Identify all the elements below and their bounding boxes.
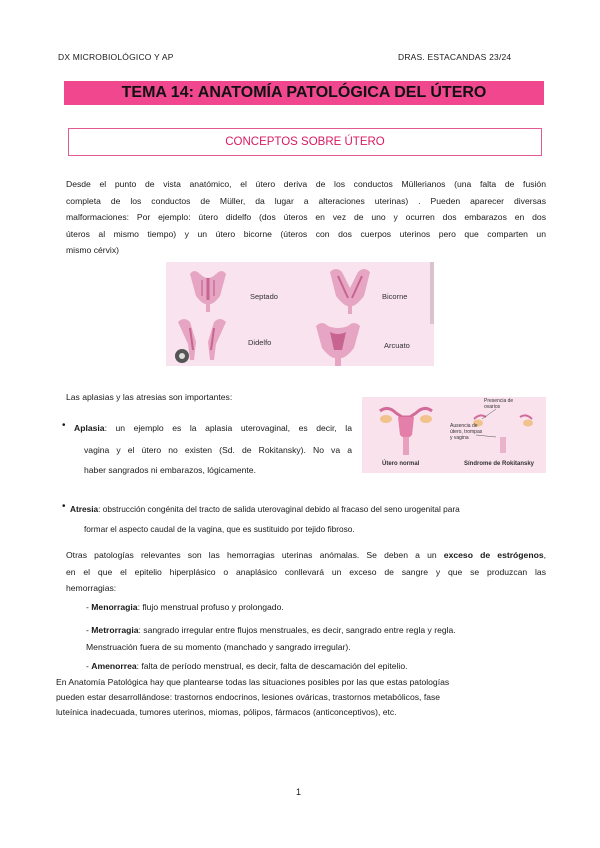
closing-paragraph — [56, 675, 546, 720]
atresia-line: : obstrucción congénita del tracto de salida uterovaginal debido al fracaso del seno urogenital para — [98, 504, 460, 514]
aplasias-intro: Las aplasias y las atresias son importantes: — [66, 392, 233, 402]
dash: - — [86, 625, 92, 635]
bullet-icon: • — [62, 420, 66, 431]
page-title: TEMA 14: ANATOMÍA PATOLÓGICA DEL ÚTERO — [121, 84, 487, 101]
intro-paragraph — [66, 176, 546, 259]
aplasia-term: Aplasia — [74, 423, 105, 433]
aplasia-line: haber sangrados ni embarazos, lógicamente. — [84, 465, 256, 475]
label-didelfo: Didelfo — [248, 338, 272, 347]
metrorragia-text: : sangrado irregular entre flujos menstruales, es decir, sangrado entre regla y regla. — [138, 625, 456, 635]
intro-line: completa de los conductos de Müller, da lugar a alteraciones uterinas) . Pueden aparecer diversas — [66, 195, 546, 206]
intro-line: malformaciones: Por ejemplo: útero didelfo (dos úteros en vez de uno y ocurren dos embarazos en dos — [66, 212, 546, 222]
arcuate-uterus-icon — [316, 323, 360, 366]
amenorrea-term: Amenorrea — [91, 661, 137, 671]
menorragia-text: : flujo menstrual profuso y prolongado. — [137, 602, 284, 612]
amenorrea-item — [86, 658, 408, 674]
hemorrhage-paragraph — [66, 547, 546, 597]
title-band — [64, 81, 544, 105]
intro-line: Desde el punto de vista anatómico, el útero deriva de los conductos Müllerianos (una falta de fusión — [66, 179, 546, 189]
header-right: DRAS. ESTACANDAS 23/24 — [398, 52, 512, 62]
annot-absence: Ausencia de útero, trompas y vagina — [450, 423, 483, 441]
annot-ovaries: Presencia de ovarios — [484, 398, 514, 410]
intro-line: mismo cérvix) — [66, 245, 119, 255]
dash: - — [86, 661, 92, 671]
hemorrhage-text: Otras patologías relevantes son las hemorragias uterinas anómalas. Se deben a un — [66, 550, 444, 560]
caption-rokitansky: Síndrome de Rokitansky — [464, 461, 535, 467]
caption-normal: Útero normal — [382, 461, 420, 467]
metrorragia-line2: Menstruación fuera de su momento (manchado y sangrado irregular). — [86, 642, 351, 652]
hemorrhage-text: , — [543, 550, 546, 560]
atresia-term: Atresia — [70, 504, 99, 514]
bicornuate-uterus-icon — [330, 269, 370, 314]
header-left: DX MICROBIOLÓGICO Y AP — [58, 52, 174, 62]
uterine-malformations-figure — [166, 262, 434, 366]
closing-line: En Anatomía Patológica hay que plantearse todas las situaciones posibles por las que estas patologías — [56, 677, 450, 687]
aplasia-continuation — [84, 440, 352, 480]
intro-line: úteros al mismo tiempo) y un útero bicorne (úteros con dos cuerpos uterinos pero que comparten un — [66, 228, 546, 239]
hemorrhage-text: en el que el epitelio hiperplásico o anaplásico conllevará un exceso de sangre y que se produzcan las — [66, 566, 546, 577]
closing-line: luteínica inadecuada, tumores uterinos, miomas, pólipos, fármacos (anticonceptivos), etc. — [56, 707, 397, 717]
hemorrhage-text: hemorragias: — [66, 583, 117, 593]
atresia-item — [70, 501, 546, 517]
aplasia-item — [74, 420, 352, 436]
bullet-icon: • — [62, 501, 66, 512]
metrorragia-term: Metrorragia — [91, 625, 139, 635]
dash: - — [86, 602, 92, 612]
normal-uterus-icon — [380, 408, 432, 455]
menorragia-item — [86, 599, 284, 615]
menorragia-term: Menorragia — [91, 602, 138, 612]
atresia-line: formar el aspecto caudal de la vagina, que es sustituido por tejido fibroso. — [84, 524, 355, 534]
section-box — [68, 128, 542, 156]
estrogen-excess: exceso de estrógenos — [443, 550, 544, 560]
label-septado: Septado — [250, 292, 278, 301]
uterus-illustrations — [166, 262, 434, 366]
rokitansky-figure — [362, 397, 546, 473]
label-bicorne: Bicorne — [382, 292, 408, 301]
aplasia-line: : un ejemplo es la aplasia uterovaginal, es decir, la — [104, 423, 352, 433]
label-arcuato: Arcuato — [384, 341, 410, 350]
page-number: 1 — [296, 787, 302, 797]
septate-uterus-icon — [190, 271, 226, 312]
amenorrea-text: : falta de período menstrual, es decir, falta de descamación del epitelio. — [136, 661, 408, 671]
section-title: CONCEPTOS SOBRE ÚTERO — [225, 136, 385, 148]
aplasia-line: vagina y el útero no existen (Sd. de Rokitansky). No va a — [84, 445, 352, 455]
metrorragia-item — [86, 622, 456, 638]
closing-line: pueden estar desarrollándose: trastornos endocrinos, lesiones ováricas, trastornos metabólicos, fase — [56, 692, 441, 702]
